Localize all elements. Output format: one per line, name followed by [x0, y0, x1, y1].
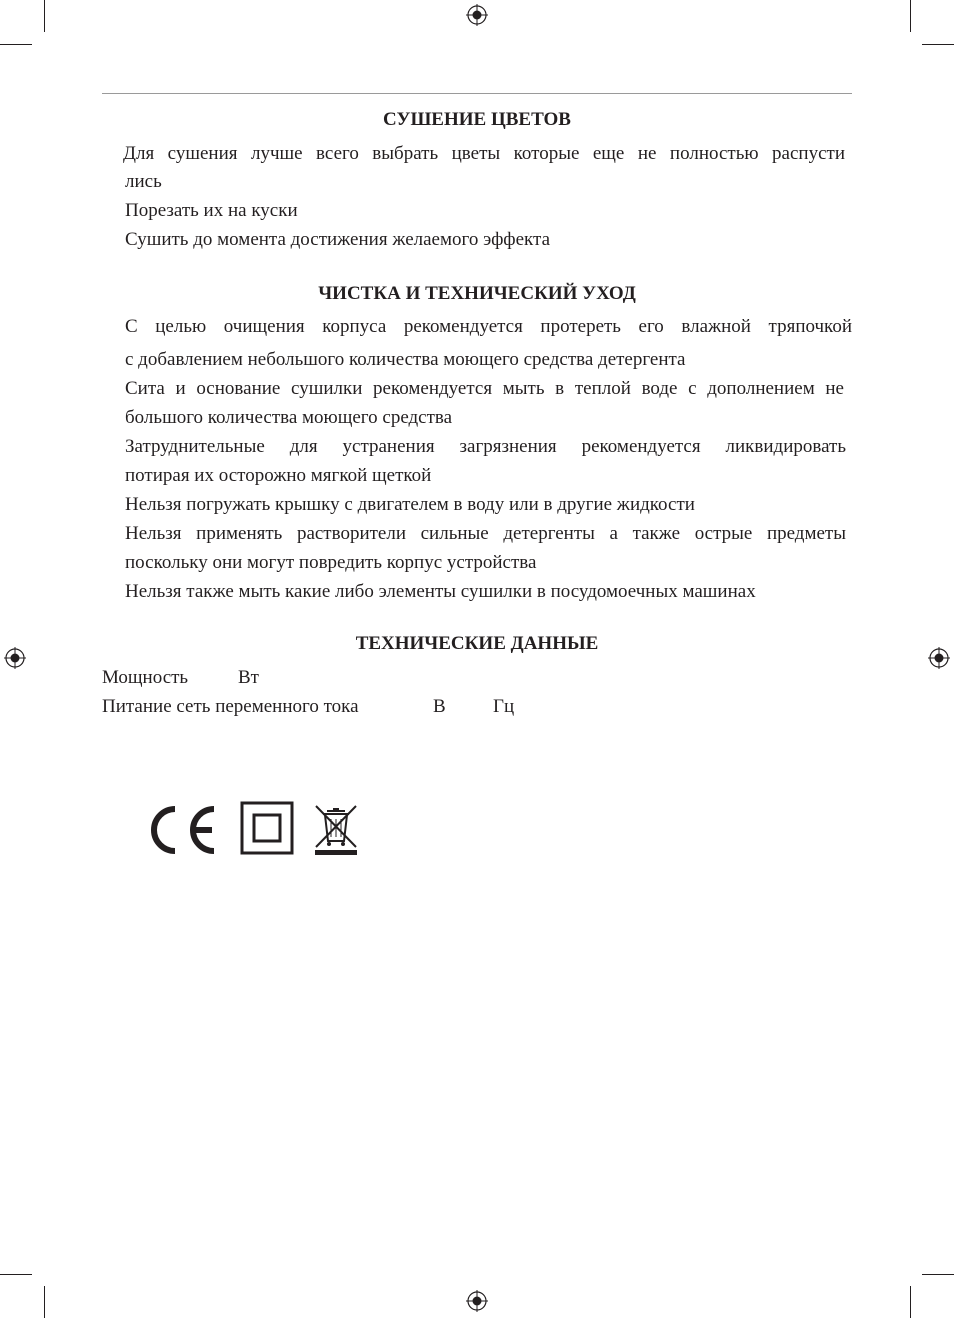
- crop-mark-tl-h: [0, 44, 32, 45]
- section-title-tech: ТЕХНИЧЕСКИЕ ДАННЫЕ: [355, 633, 599, 654]
- registration-mark-icon: [466, 1290, 488, 1312]
- section-title-drying: СУШЕНИЕ ЦВЕТОВ: [383, 109, 571, 130]
- crop-mark-tr-h: [922, 44, 954, 45]
- crop-mark-tr-v: [910, 0, 911, 32]
- cleaning-line: поскольку они могут повредить корпус устройства: [125, 552, 537, 573]
- power-label: Мощность: [102, 667, 189, 688]
- weee-bin-icon: [313, 803, 359, 857]
- power-unit: Вт: [238, 667, 259, 688]
- supply-unit-hertz: Гц: [493, 696, 515, 717]
- ce-mark-icon: [145, 803, 221, 857]
- crop-mark-br-h: [922, 1274, 954, 1275]
- drying-line: лись: [125, 171, 162, 192]
- cleaning-line: Нельзя погружать крышку с двигателем в воду или в другие жидкости: [125, 494, 695, 515]
- crop-mark-bl-v: [44, 1286, 45, 1318]
- cleaning-line: Сита и основание сушилки рекомендуется мыть в теплой воде с дополнением не: [125, 378, 844, 399]
- cleaning-line: Затруднительные для устранения загрязнения рекомендуется ликвидировать: [125, 436, 846, 457]
- cleaning-line: потирая их осторожно мягкой щеткой: [125, 465, 432, 486]
- cleaning-line: с добавлением небольшого количества моющего средства детергента: [125, 349, 686, 370]
- registration-mark-icon: [466, 4, 488, 26]
- cleaning-line: Нельзя применять растворители сильные детергенты а также острые предметы: [125, 523, 846, 544]
- crop-mark-tl-v: [44, 0, 45, 32]
- double-insulation-icon: [240, 801, 294, 855]
- drying-line: Для сушения лучше всего выбрать цветы которые еще не полностью распусти: [123, 143, 845, 164]
- cleaning-line: С целью очищения корпуса рекомендуется протереть его влажной тряпочкой: [125, 316, 852, 337]
- certification-logos: [145, 801, 360, 861]
- crop-mark-br-v: [910, 1286, 911, 1318]
- supply-unit-volt: В: [433, 696, 446, 717]
- registration-mark-icon: [928, 647, 950, 669]
- section-title-cleaning: ЧИСТКА И ТЕХНИЧЕСКИЙ УХОД: [318, 283, 636, 304]
- drying-line: Порезать их на куски: [125, 200, 298, 221]
- cleaning-line: Нельзя также мыть какие либо элементы сушилки в посудомоечных машинах: [125, 581, 756, 602]
- registration-mark-icon: [4, 647, 26, 669]
- header-rule: [102, 93, 852, 94]
- drying-line: Сушить до момента достижения желаемого эффекта: [125, 229, 551, 250]
- cleaning-line: большого количества моющего средства: [125, 407, 453, 428]
- supply-label: Питание сеть переменного тока: [102, 696, 359, 717]
- crop-mark-bl-h: [0, 1274, 32, 1275]
